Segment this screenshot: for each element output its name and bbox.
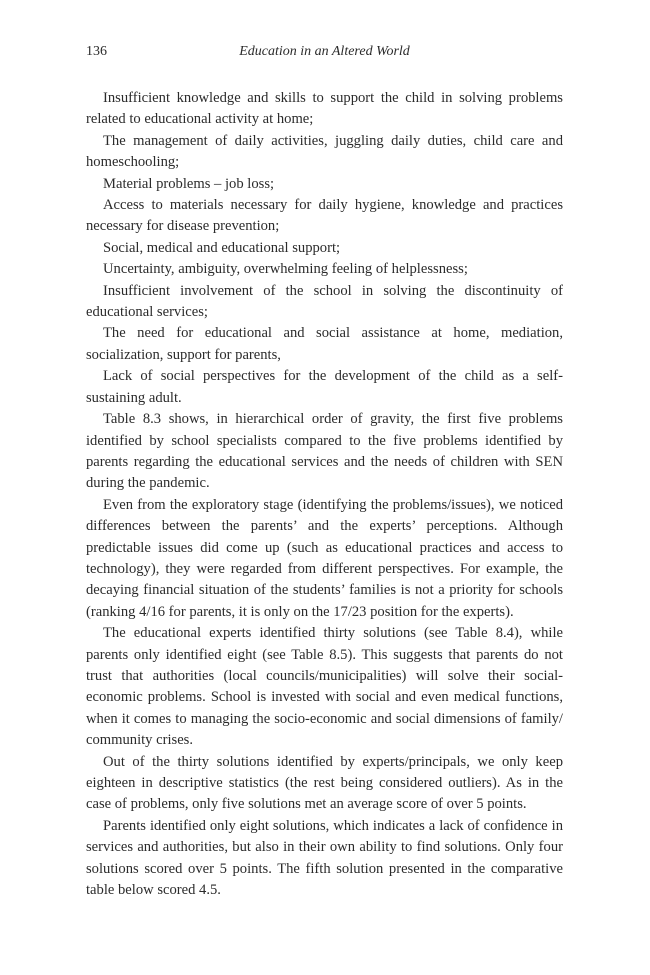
paragraph: Uncertainty, ambiguity, overwhelming feeling of helplessness;	[103, 261, 468, 278]
paragraph: Even from the exploratory stage (identifying the problems/issues), we noticed differences between the parents’ and the experts’ perceptions. Although predictable issues did come up (such as educational practices and access to technology), they were regarded from different perspectives. For example, the decaying financial situation of the students’ families is not a priority for schools (ranking 4/16 for parents, it is only on the 17/23 position for the experts).	[86, 496, 563, 620]
paragraph: Social, medical and educational support;	[103, 239, 341, 256]
running-title: Education in an Altered World	[239, 44, 410, 59]
paragraph: Material problems – job loss;	[103, 175, 275, 192]
paragraph: Access to materials necessary for daily hygiene, knowledge and practices necessary for disease prevention;	[86, 197, 563, 235]
paragraph: Insufficient involvement of the school in solving the discontinuity of educational services;	[86, 282, 563, 321]
paragraph: Out of the thirty solutions identified by experts/principals, we only keep eighteen in descriptive statistics (the rest being considered outliers). As in the case of problems, only five solutions met an average score of over 5 points.	[86, 753, 563, 813]
paragraph: The management of daily activities, juggling daily duties, child care and homeschooling;	[86, 132, 563, 171]
body-text	[86, 88, 563, 901]
paragraph: The educational experts identified thirty solutions (see Table 8.4), while parents only identified eight (see Table 8.5). This suggests that parents do not trust that authorities (local councils/municipalities) will solve their social-economic problems. School is invested with social and even medical functions, when it comes to managing the socio-economic and social dimensions of family/ community crises.	[86, 625, 563, 749]
paragraph: Insufficient knowledge and skills to support the child in solving problems related to educational activity at home;	[86, 90, 563, 128]
running-header	[86, 44, 563, 64]
paragraph: Lack of social perspectives for the development of the child as a self-sustaining adult.	[86, 368, 563, 406]
page-number: 136	[86, 44, 107, 59]
paragraph: The need for educational and social assistance at home, mediation, socialization, support for parents,	[86, 325, 563, 363]
paragraph: Table 8.3 shows, in hierarchical order of gravity, the first five problems identified by school specialists compared to the five problems identified by parents regarding the educational services and the needs of children with SEN during the pandemic.	[86, 411, 563, 492]
paragraph: Parents identified only eight solutions, which indicates a lack of confidence in services and authorities, but also in their own ability to find solutions. Only four solutions scored over 5 points. The fifth solution presented in the comparative table below scored 4.5.	[86, 817, 563, 899]
